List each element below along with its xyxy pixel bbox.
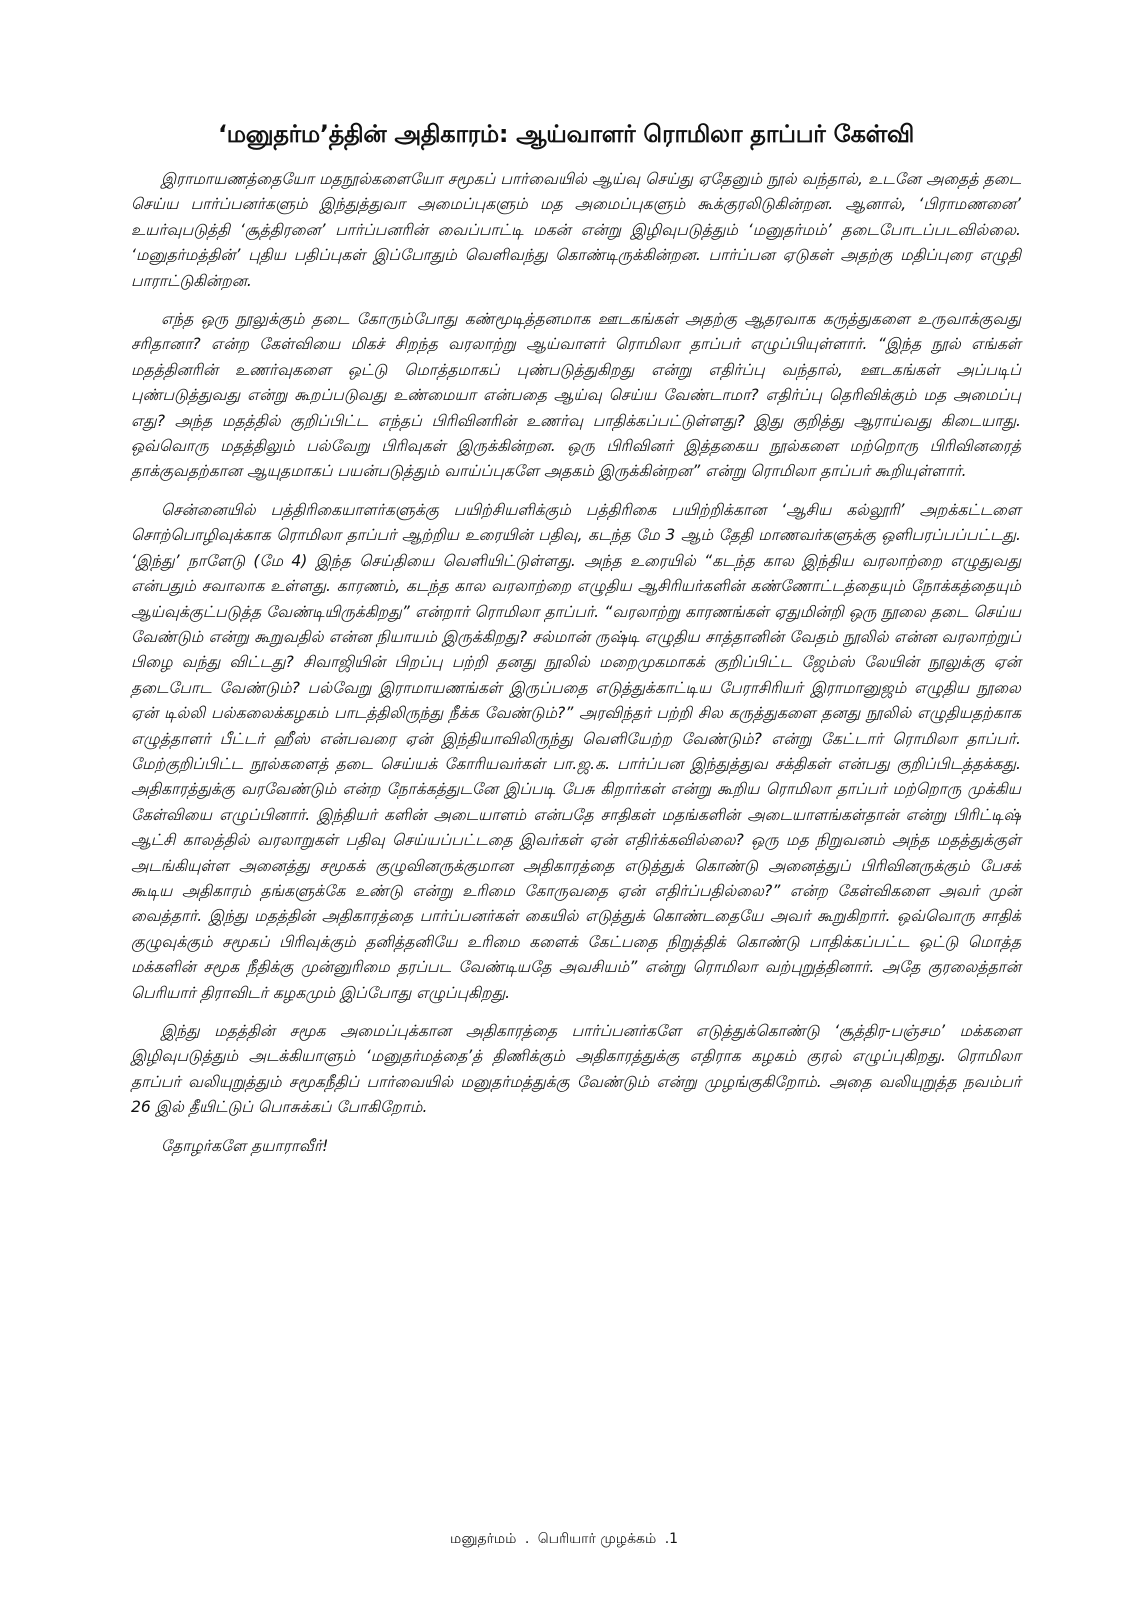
page-title: ‘மனுதர்ம’த்தின் அதிகாரம்: ஆய்வாளர் ரொமிலா தாப்பர் கேள்வி xyxy=(217,120,915,148)
paragraph-3: சென்னையில் பத்திரிகையாளர்களுக்கு பயிற்சியளிக்கும் பத்திரிகை பயிற்றிக்கான ‘ஆசிய கல்லூரி’ அறக்கட்டளை சொற்பொழிவுக்காக ரொமிலா தாப்பர் ஆற்றிய உரையின் பதிவு, கடந்த மே 3 ஆம் தேதி மாணவர்களுக்கு ஒளிபரப்பப்பட்டது. ‘இந்து’ நாளேடு (மே 4) இந்த செய்தியை வெளியிட்டுள்ளது. அந்த உரையில் “கடந்த கால இந்திய வரலாற்றை எழுதுவது என்பதும் சவாலாக உள்ளது. காரணம், கடந்த கால வரலாற்றை எழுதிய ஆசிரியர்களின் கண்ணோட்டத்தையும் நோக்கத்தையும் ஆய்வுக்குட்படுத்த வேண்டியிருக்கிறது” என்றார் ரொமிலா தாப்பர். “வரலாற்று காரணங்கள் ஏதுமின்றி ஒரு நூலை தடை செய்ய வேண்டும் என்று கூறுவதில் என்ன நியாயம் இருக்கிறது? சல்மான் ருஷ்டி எழுதிய சாத்தானின் வேதம் நூலில் என்ன வரலாற்றுப் பிழை வந்து விட்டது? சிவாஜியின் பிறப்பு பற்றி தனது நூலில் மறைமுகமாகக் குறிப்பிட்ட ஜேம்ஸ் லேயின் நூலுக்கு ஏன் தடைபோட வேண்டும்? பல்வேறு இராமாயணங்கள் இருப்பதை எடுத்துக்காட்டிய பேராசிரியர் இராமானுஜம் எழுதிய நூலை ஏன் டில்லி பல்கலைக்கழகம் பாடத்திலிருந்து நீக்க வேண்டும்?” அரவிந்தர் பற்றி சில கருத்துகளை தனது நூலில் எழுதியதற்காக எழுத்தாளர் பீட்டர் ஹீஸ் என்பவரை ஏன் இந்தியாவிலிருந்து வெளியேற்ற வேண்டும்? என்று கேட்டார் ரொமிலா தாப்பர். மேற்குறிப்பிட்ட நூல்களைத் தடை செய்யக் கோரியவர்கள் பா.ஜ.க. பார்ப்பன இந்துத்துவ சக்திகள் என்பது குறிப்பிடத்தக்கது. அதிகாரத்துக்கு வரவேண்டும் என்ற நோக்கத்துடனே இப்படி பேசு கிறார்கள் என்று கூறிய ரொமிலா தாப்பர் மற்றொரு முக்கிய கேள்வியை எழுப்பினார். இந்தியர் களின் அடையாளம் என்பதே சாதிகள் மதங்களின் அடையாளங்கள்தான் என்று பிரிட்டிஷ் ஆட்சி காலத்தில் வரலாறுகள் பதிவு செய்யப்பட்டதை இவர்கள் ஏன் எதிர்க்கவில்லை? ஒரு மத நிறுவனம் அந்த மதத்துக்குள் அடங்கியுள்ள அனைத்து சமூகக் குழுவினருக்குமான அதிகாரத்தை எடுத்துக் கொண்டு அனைத்துப் பிரிவினருக்கும் பேசக் கூடிய அதிகாரம் தங்களுக்கே உண்டு என்று உரிமை கோருவதை ஏன் எதிர்ப்பதில்லை?” என்ற கேள்விகளை அவர் முன் வைத்தார். இந்து மதத்தின் அதிகாரத்தை பார்ப்பனர்கள் கையில் எடுத்துக் கொண்டதையே அவர் கூறுகிறார். ஒவ்வொரு சாதிக் குழுவுக்கும் சமூகப் பிரிவுக்கும் தனித்தனியே உரிமை களைக் கேட்பதை நிறுத்திக் கொண்டு பாதிக்கப்பட்ட ஒட்டு மொத்த மக்களின் சமூக நீதிக்கு முன்னுரிமை தரப்பட வேண்டியதே அவசியம்” என்று ரொமிலா வற்புறுத்தினார். அதே குரலைத்தான் பெரியார் திராவிடர் கழகமும் இப்போது எழுப்புகிறது. xyxy=(131,500,1021,1002)
paragraph-4: இந்து மதத்தின் சமூக அமைப்புக்கான அதிகாரத்தை பார்ப்பனர்களே எடுத்துக்கொண்டு ‘சூத்திர-பஞ்சம’ மக்களை இழிவுபடுத்தும் அடக்கியாளும் ‘மனுதர்மத்தை’த் திணிக்கும் அதிகாரத்துக்கு எதிராக கழகம் குரல் எழுப்புகிறது. ரொமிலா தாப்பர் வலியுறுத்தும் சமூகநீதிப் பார்வையில் மனுதர்மத்துக்கு வேண்டும் என்று முழங்குகிறோம். அதை வலியுறுத்த நவம்பர் 26 இல் தீயிட்டுப் பொசுக்கப் போகிறோம். xyxy=(131,1022,1021,1117)
page-number: .1 xyxy=(664,1531,679,1547)
paragraph-2: எந்த ஒரு நூலுக்கும் தடை கோரும்போது கண்மூடித்தனமாக ஊடகங்கள் அதற்கு ஆதரவாக கருத்துகளை உருவாக்குவது சரிதானா? என்ற கேள்வியை மிகச் சிறந்த வரலாற்று ஆய்வாளர் ரொமிலா தாப்பர் எழுப்பியுள்ளார். “இந்த நூல் எங்கள் மதத்தினரின் உணர்வுகளை ஒட்டு மொத்தமாகப் புண்படுத்துகிறது என்று எதிர்ப்பு வந்தால், ஊடகங்கள் அப்படிப் புண்படுத்துவது என்று கூறப்படுவது உண்மையா என்பதை ஆய்வு செய்ய வேண்டாமா? எதிர்ப்பு தெரிவிக்கும் மத அமைப்பு எது? அந்த மதத்தில் குறிப்பிட்ட எந்தப் பிரிவினரின் உணர்வு பாதிக்கப்பட்டுள்ளது? இது குறித்து ஆராய்வது கிடையாது. ஒவ்வொரு மதத்திலும் பல்வேறு பிரிவுகள் இருக்கின்றன. ஒரு பிரிவினர் இத்தகைய நூல்களை மற்றொரு பிரிவினரைத் தாக்குவதற்கான ஆயுதமாகப் பயன்படுத்தும் வாய்ப்புகளே அதகம் இருக்கின்றன” என்று ரொமிலா தாப்பர் கூறியுள்ளார். xyxy=(131,310,1021,481)
footer-publisher: பெரியார் முழக்கம் xyxy=(537,1531,657,1547)
article-body xyxy=(131,167,1021,1159)
footer-title: மனுதர்மம் xyxy=(449,1531,517,1547)
footer-separator: . xyxy=(524,1531,530,1547)
paragraph-1: இராமாயணத்தையோ மதநூல்களையோ சமூகப் பார்வையில் ஆய்வு செய்து ஏதேனும் நூல் வந்தால், உடனே அதைத் தடை செய்ய பார்ப்பனர்களும் இந்துத்துவா அமைப்புகளும் மத அமைப்புகளும் கூக்குரலிடுகின்றன. ஆனால், ‘பிராமணனை’ உயர்வுபடுத்தி ‘சூத்திரனை’ பார்ப்பனரின் வைப்பாட்டி மகன் என்று இழிவுபடுத்தும் ‘மனுதர்மம்’ தடைபோடப்படவில்லை. ‘மனுதர்மத்தின்’ புதிய பதிப்புகள் இப்போதும் வெளிவந்து கொண்டிருக்கின்றன. பார்ப்பன ஏடுகள் அதற்கு மதிப்புரை எழுதி பாராட்டுகின்றன. xyxy=(131,170,1021,290)
page-footer xyxy=(0,1531,1132,1549)
closing-line: தோழர்களே தயாராவீர்! xyxy=(161,1136,329,1155)
